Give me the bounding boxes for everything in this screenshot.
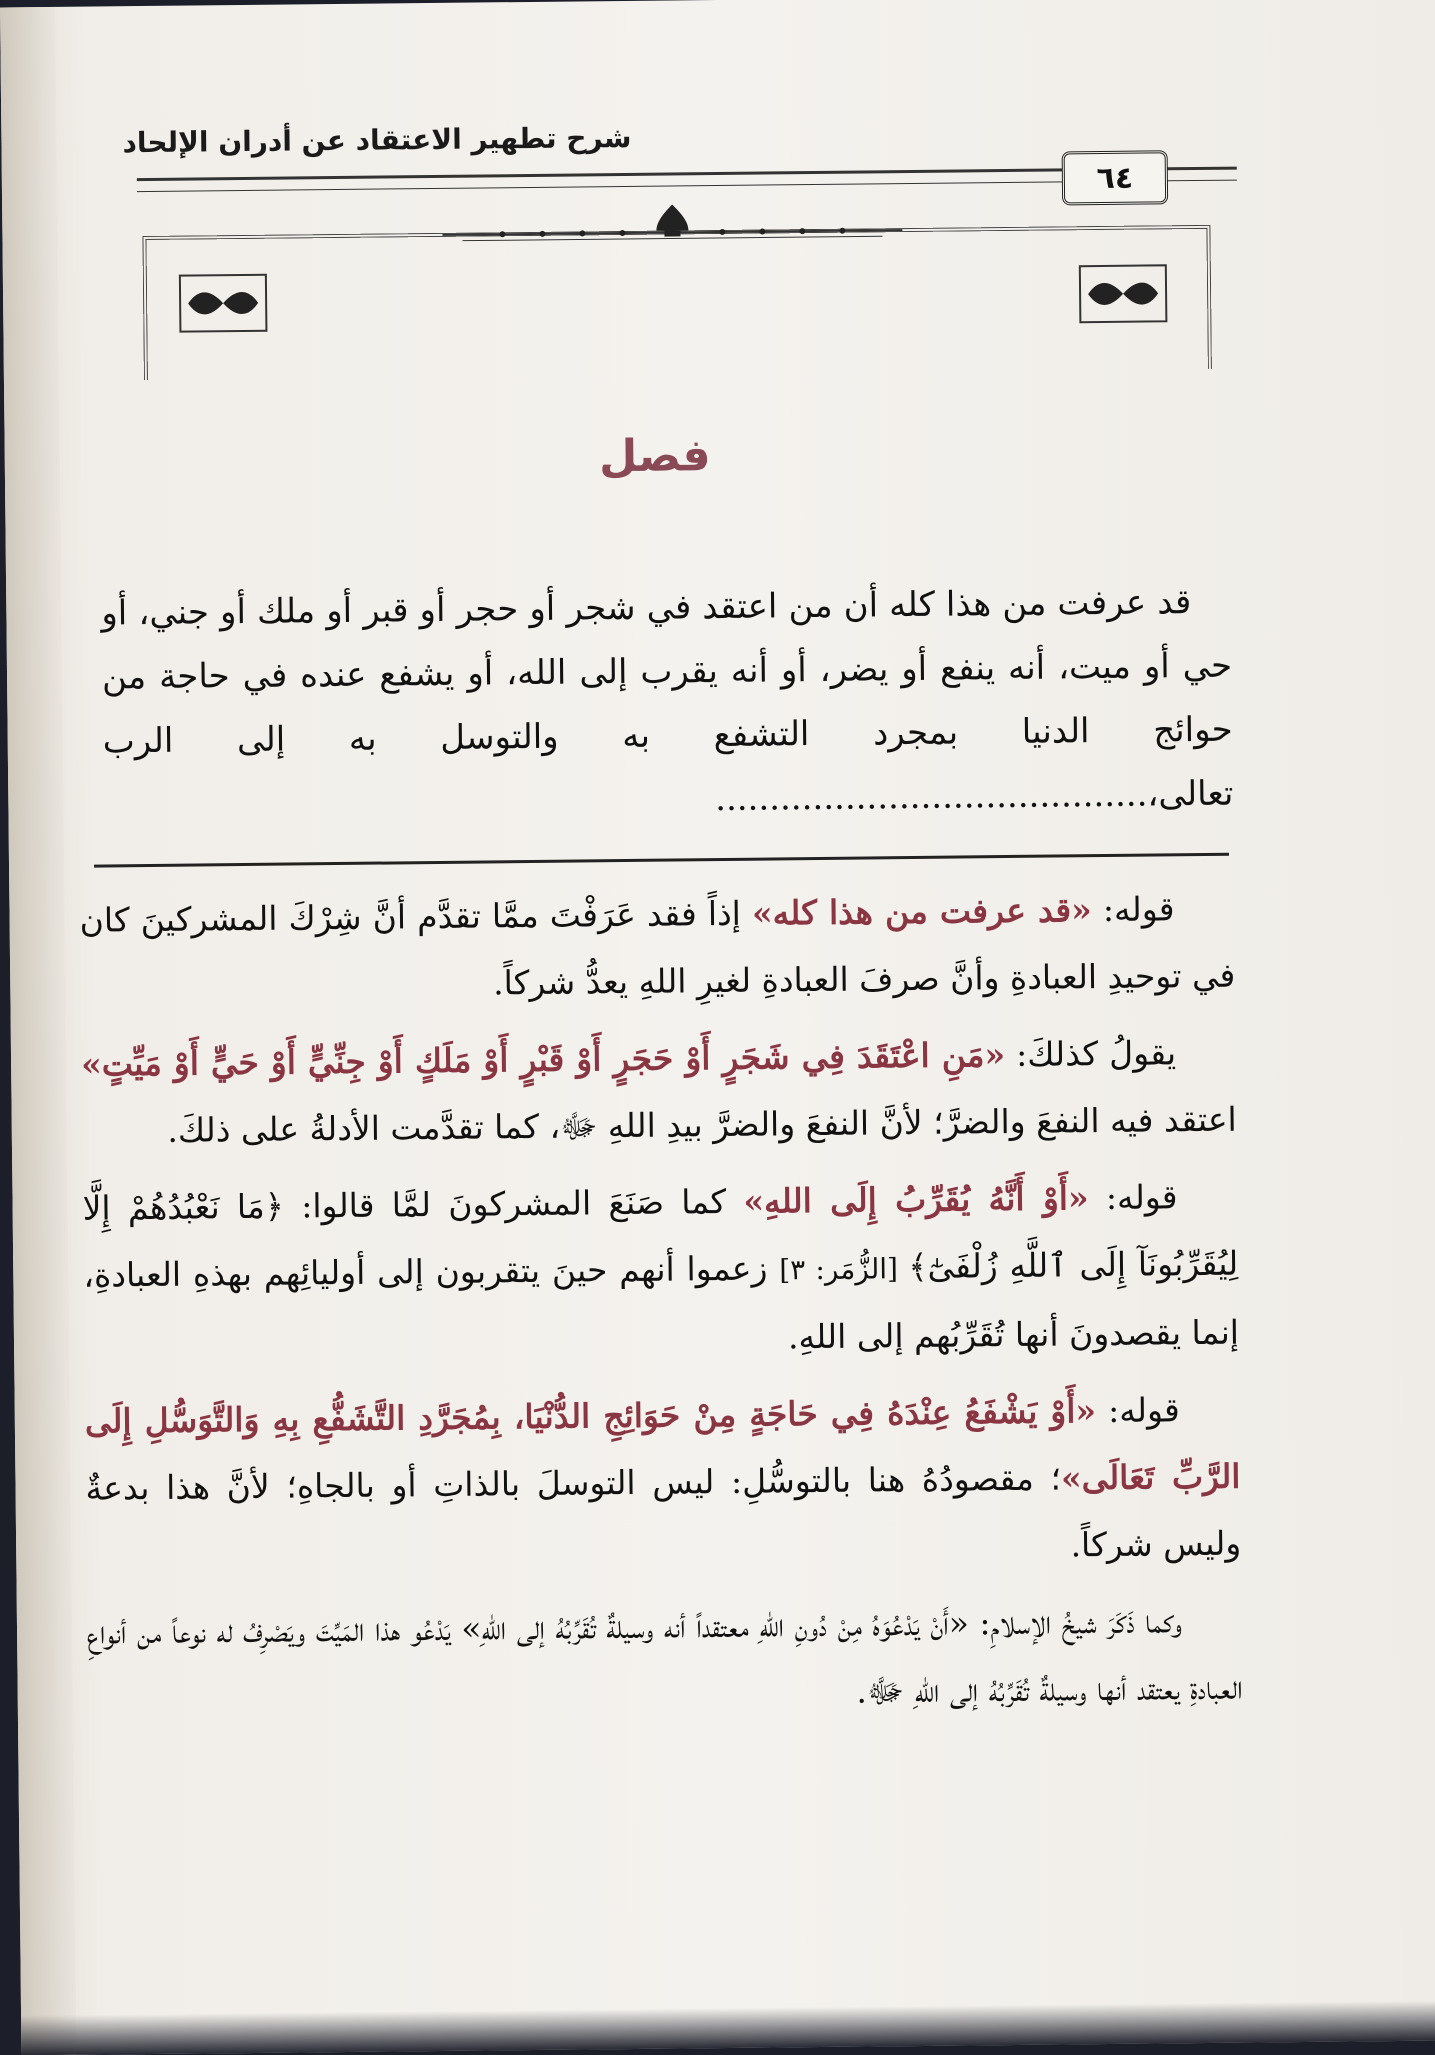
chapter-title: فصل bbox=[598, 430, 711, 483]
running-title: شرح تطهير الاعتقاد عن أدران الإلحاد bbox=[122, 120, 632, 160]
quran-verse: ﴿مَا نَعْبُدُهُمْ إِلَّا لِيُقَرِّبُونَآ إِلَى ٱللَّهِ زُلْفَىٰٓ﴾ bbox=[82, 1186, 1239, 1287]
quoted-matn: «مَنِ اعْتَقَدَ فِي شَجَرٍ أَوْ حَجَرٍ أَوْ قَبْرٍ أَوْ مَلَكٍ أَوْ جِنِّيٍّ أَوْ حَيٍّ أَوْ مَيِّتٍ» bbox=[80, 1035, 1006, 1084]
explanation: إذاً فقد عَرَفْتَ ممَّا تقدَّم أنَّ شِرْكَ المشركينَ كان في توحيدِ العبادةِ وأنَّ صرفَ العبادةِ لغيرِ اللهِ يعدُّ شركاً. bbox=[79, 893, 1236, 1003]
page-number: ٦٤ bbox=[1062, 150, 1169, 205]
verse-reference: [الزُّمَر: ٣] bbox=[779, 1252, 909, 1287]
quoted-matn: «أَوْ يَشْفَعُ عِنْدَهُ فِي حَاجَةٍ مِنْ حَوَائِجِ الدُّنْيَا، بِمُجَرَّدِ التَّشَفُّعِ بِهِ وَالتَّوَسُّلِ إِلَى الرَّبِّ تَعَالَى» bbox=[84, 1391, 1241, 1498]
left-corner-ornament-icon bbox=[178, 273, 269, 334]
explanation: وكما ذَكَرَ شيخُ الإسلامِ: «أَنْ يَدْعُوَهُ مِنْ دُونِ اللهِ معتقداً أنه وسيلةٌ تُقَرِّبُهُ إلى اللهِ» يَدْعُو هذا المَيِّتَ ويَصْرِفُ له نوعاً من أنواعِ العبادةِ يعتقد أنها وسيلةٌ تُقَرِّبُهُ إلى اللهِ ﷻ. bbox=[86, 1601, 1243, 1711]
lead-word: قوله: bbox=[1095, 1390, 1180, 1431]
page-spine-shadow bbox=[0, 7, 76, 2055]
commentary-paragraph-4 bbox=[84, 1376, 1241, 1589]
header-rule bbox=[137, 168, 1077, 192]
matn-dots: ........................................ bbox=[714, 774, 1148, 820]
commentary bbox=[79, 875, 1243, 1743]
explanation: ؛ مقصودُهُ هنا بالتوسُّلِ: ليس التوسلَ بالذاتِ أو بالجاهِ؛ لأنَّ هذا بدعةٌ وليس شركاً. bbox=[85, 1458, 1242, 1565]
right-corner-ornament-icon bbox=[1078, 263, 1169, 324]
matn-text bbox=[101, 570, 1234, 838]
lead-word: يقولُ كذلكَ: bbox=[1004, 1033, 1177, 1075]
explanation: كما صَنَعَ المشركونَ لمَّا قالوا: bbox=[283, 1181, 744, 1226]
explanation: اعتقد فيه النفعَ والضرَّ؛ لأنَّ النفعَ والضرَّ بيدِ اللهِ ﷻ، كما تقدَّمت الأدلةُ على ذلكَ. bbox=[167, 1099, 1237, 1150]
center-ornament-icon bbox=[442, 198, 902, 253]
matn-body: قد عرفت من هذا كله أن من اعتقد في شجر أو حجر أو قبر أو ملك أو جني، أو حي أو ميت، أنه ينفع أو يضر، أو أنه يقرب إلى الله، أو يشفع عنده في حاجة من حوائج الدنيا بمجرد التشفع به والتوسل به إلى الرب تعالى، bbox=[101, 582, 1234, 815]
lead-word: قوله: bbox=[1091, 889, 1175, 930]
header-rule-right bbox=[1167, 167, 1237, 182]
commentary-paragraph-3 bbox=[82, 1163, 1239, 1378]
lead-word: قوله: bbox=[1088, 1177, 1178, 1218]
explanation-cont: زعموا أنهم حينَ يتقربون إلى أوليائِهم بهذهِ العبادةِ، إنما يقصدونَ أنها تُقَرِّبُهم إلى اللهِ. bbox=[83, 1248, 1240, 1357]
quoted-matn: «أَوْ أَنَّهُ يُقَرِّبُ إِلَى اللهِ» bbox=[743, 1178, 1089, 1221]
quoted-matn: «قد عرفت من هذا كله» bbox=[751, 890, 1092, 933]
commentary-paragraph-5 bbox=[87, 1587, 1243, 1733]
bottom-shadow bbox=[21, 2000, 1435, 2055]
commentary-paragraph-1 bbox=[79, 875, 1235, 1021]
matn-divider bbox=[94, 853, 1229, 868]
commentary-paragraph-2 bbox=[81, 1019, 1237, 1165]
